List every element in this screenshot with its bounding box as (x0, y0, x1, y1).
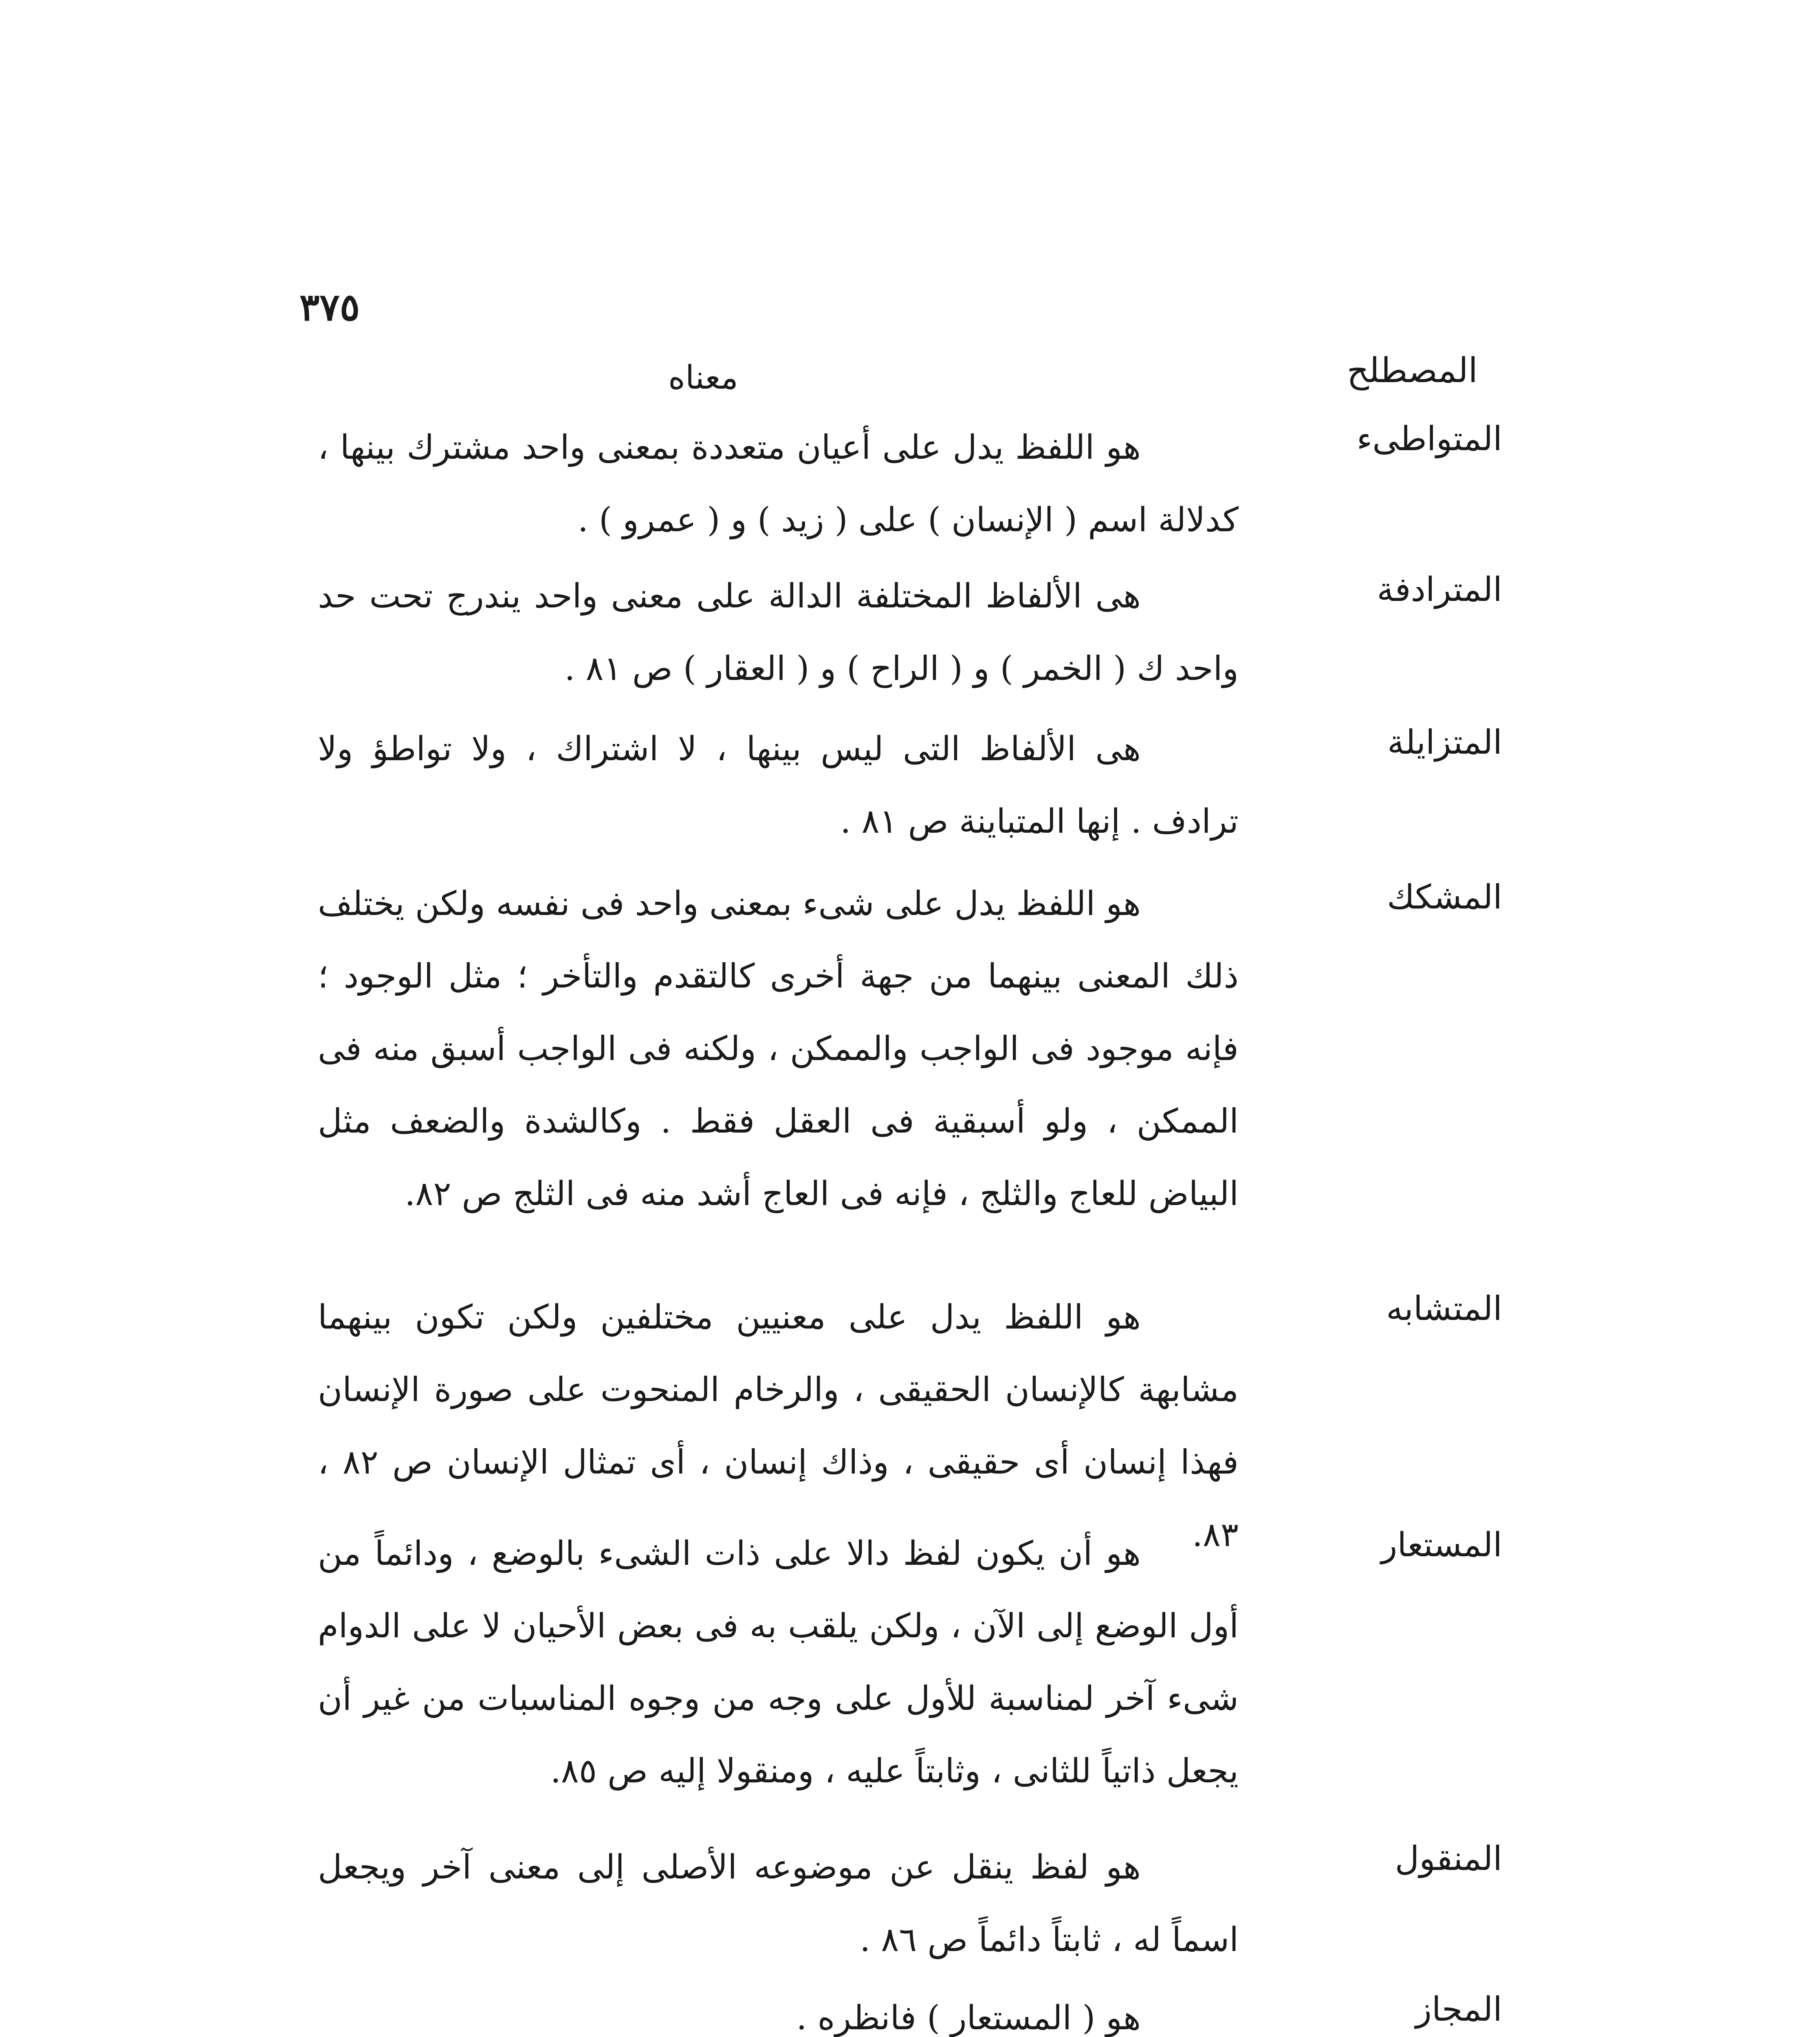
entry-meaning: هو اللفظ يدل على شىء بمعنى واحد فى نفسه ولكن يختلف ذلك المعنى بينهما من جهة أخرى كالتقدم والتأخر ؛ مثل الوجود ؛ فإنه موجود فى الواجب والممكن ، ولكنه فى الواجب أسبق منه فى الممكن ، ولو أسبقية فى العقل فقط . وكالشدة والضعف مثل البياض للعاج والثلج ، فإنه فى العاج أشد منه فى الثلج ص ٨٢. (318, 884, 1239, 1213)
entry-term: المجاز (1415, 1990, 1502, 2029)
header-term: المصطلح (1347, 350, 1478, 390)
page-number: ٣٧٥ (299, 285, 360, 329)
header-meaning: معناه (668, 359, 738, 396)
entry-meaning: هو اللفظ يدل على أعيان متعددة بمعنى واحد مشترك بينها ، كدلالة اسم ( الإنسان ) على ( زيد ) و ( عمرو ) . (318, 428, 1239, 539)
entry-meaning: هو ( المستعار ) فانظره . (796, 1999, 1141, 2037)
entry-term: المتشابه (1386, 1289, 1502, 1328)
entry-term: المترادفة (1377, 570, 1502, 609)
entry-term: المشكك (1387, 878, 1502, 917)
entry-meaning: هى الألفاظ التى ليس بينها ، لا اشتراك ، ولا تواطؤ ولا ترادف . إنها المتباينة ص ٨١ . (318, 730, 1239, 841)
entry-meaning: هى الألفاظ المختلفة الدالة على معنى واحد يندرج تحت حد واحد ك ( الخمر ) و ( الراح ) و ( العقار ) ص ٨١ . (318, 577, 1239, 688)
entry-meaning: هو اللفظ يدل على معنيين مختلفين ولكن تكون بينهما مشابهة كالإنسان الحقيقى ، والرخام المنحوت على صورة الإنسان فهذا إنسان أى حقيقى ، وذاك إنسان ، أى تمثال الإنسان ص ٨٢ ، ٨٣. (318, 1298, 1239, 1554)
entry-term: المستعار (1381, 1526, 1502, 1564)
entry-term: المنقول (1395, 1839, 1502, 1878)
entry-meaning: هو لفظ ينقل عن موضوعه الأصلى إلى معنى آخر ويجعل اسماً له ، ثابتاً دائماً ص ٨٦ . (318, 1848, 1239, 1959)
entry-term: المتواطىء (1356, 420, 1502, 458)
entry-meaning: هو أن يكون لفظ دالا على ذات الشىء بالوضع ، ودائماً من أول الوضع إلى الآن ، ولكن يلقب به فى بعض الأحيان لا على الدوام شىء آخر لمناسبة للأول على وجه من وجوه المناسبات من غير أن يجعل ذاتياً للثانى ، وثابتاً عليه ، ومنقولا إليه ص ٨٥. (318, 1534, 1239, 1791)
entry-term: المتزايلة (1387, 723, 1502, 762)
